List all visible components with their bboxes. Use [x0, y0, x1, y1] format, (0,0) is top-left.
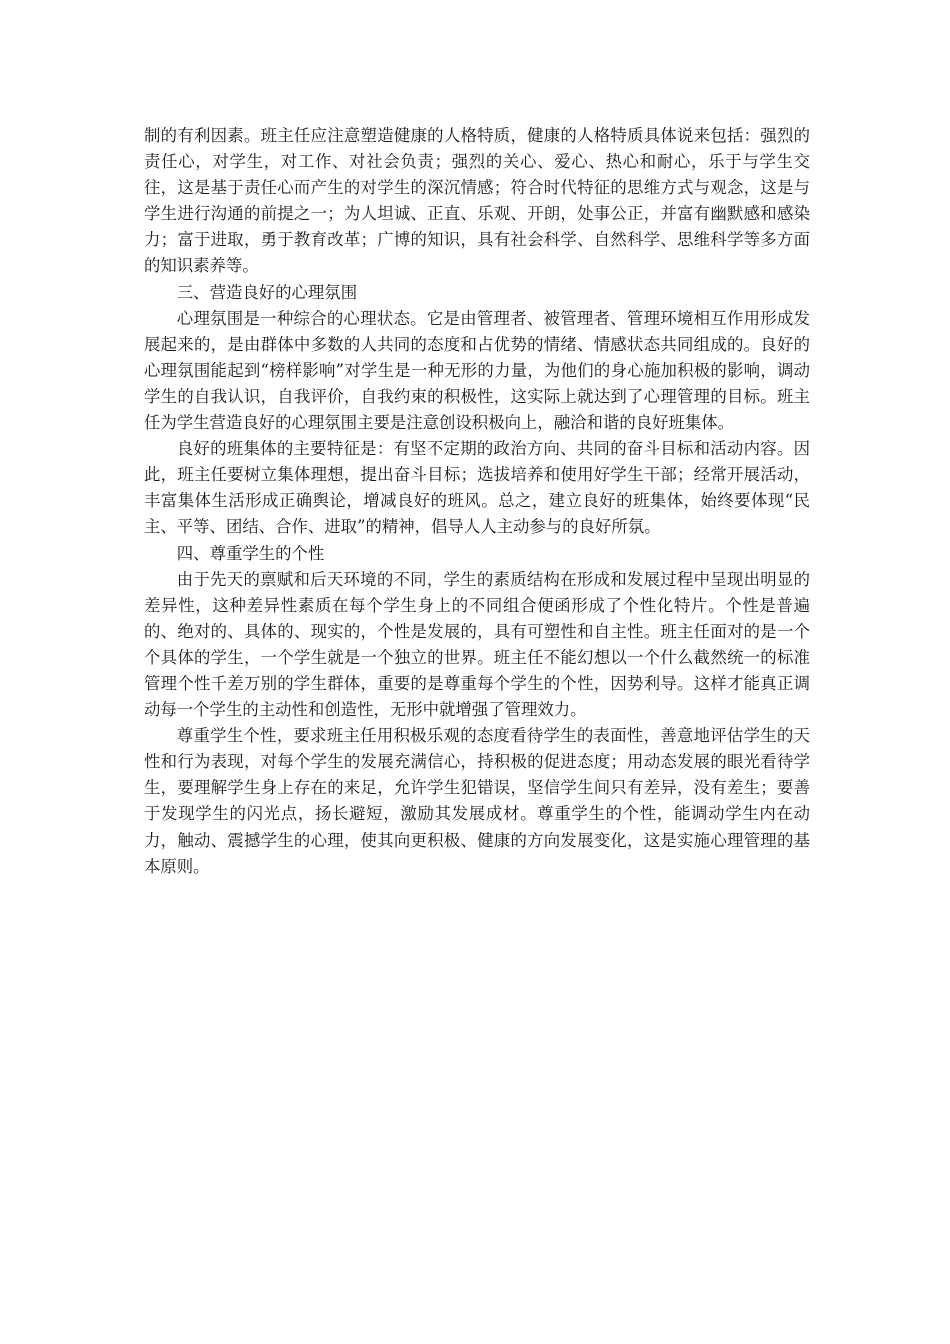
paragraph-individual-differences: 由于先天的禀赋和后天环境的不同，学生的素质结构在形成和发展过程中呈现出明显的差异性，这种差异性素质在每个学生身上的不同组合便函形成了个性化特片。个性是普遍的、绝对的、具体的、现实的，个性是发展的，具有可塑性和自主性。班主任面对的是一个个具体的学生，一个学生就是一个独立的世界。班主任不能幻想以一个什么截然统一的标准管理个性千差万别的学生群体，重要的是尊重每个学生的个性，因势利导。这样才能真正调动每一个学生的主动性和创造性，无形中就增强了管理效力。: [144, 569, 810, 720]
paragraph-personality-traits: 制的有利因素。班主任应注意塑造健康的人格特质，健康的人格特质具体说来包括：强烈的责任心，对学生，对工作、对社会负责；强烈的关心、爱心、热心和耐心，乐于与学生交往，这是基于责任心而产生的对学生的深沉情感；符合时代特征的思维方式与观念，这是与学生进行沟通的前提之一；为人坦诚、正直、乐观、开朗，处事公正，并富有幽默感和感染力；富于进取，勇于教育改革；广博的知识，具有社会科学、自然科学、思维科学等多方面的知识素养等。: [144, 126, 810, 276]
paragraph-good-class-collective: 良好的班集体的主要特征是：有坚不定期的政治方向、共同的奋斗目标和活动内容。因此，班主任要树立集体理想，提出奋斗目标；选拔培养和使用好学生干部；经常开展活动，丰富集体生活形成正确舆论，增减良好的班风。总之，建立良好的班集体，始终要体现“民主、平等、团结、合作、进取”的精神，倡导人人主动参与的良好所氛。: [144, 439, 810, 537]
document-body: [144, 123, 810, 880]
section-heading-psychological-atmosphere: 三、营造良好的心理氛围: [176, 282, 358, 302]
section-heading-respect-individuality: 四、尊重学生的个性: [176, 543, 325, 563]
paragraph-psychological-atmosphere: 心理氛围是一种综合的心理状态。它是由管理者、被管理者、管理环境相互作用形成发展起来的，是由群体中多数的人共同的态度和占优势的情绪、情感状态共同组成的。良好的心理氛围能起到“榜样影响”对学生是一种无形的力量，为他们的身心施加积极的影响，调动学生的自我认识，自我评价，自我约束的积极性，这实际上就达到了心理管理的目标。班主任为学生营造良好的心理氛围主要是注意创设积极向上，融洽和谐的良好班集体。: [144, 308, 810, 433]
paragraph-respect-student-individuality: 尊重学生个性，要求班主任用积极乐观的态度看待学生的表面性，善意地评估学生的天性和行为表现，对每个学生的发展充满信心，持积极的促进态度；用动态发展的眼光看待学生，要理解学生身上存在的来足，允许学生犯错误，坚信学生间只有差异，没有差生；要善于发现学生的闪光点，扬长避短，激励其发展成材。尊重学生的个性，能调动学生内在动力，触动、震撼学生的心理，使其向更积极、健康的方向发展变化，这是实施心理管理的基本原则。: [144, 726, 810, 876]
